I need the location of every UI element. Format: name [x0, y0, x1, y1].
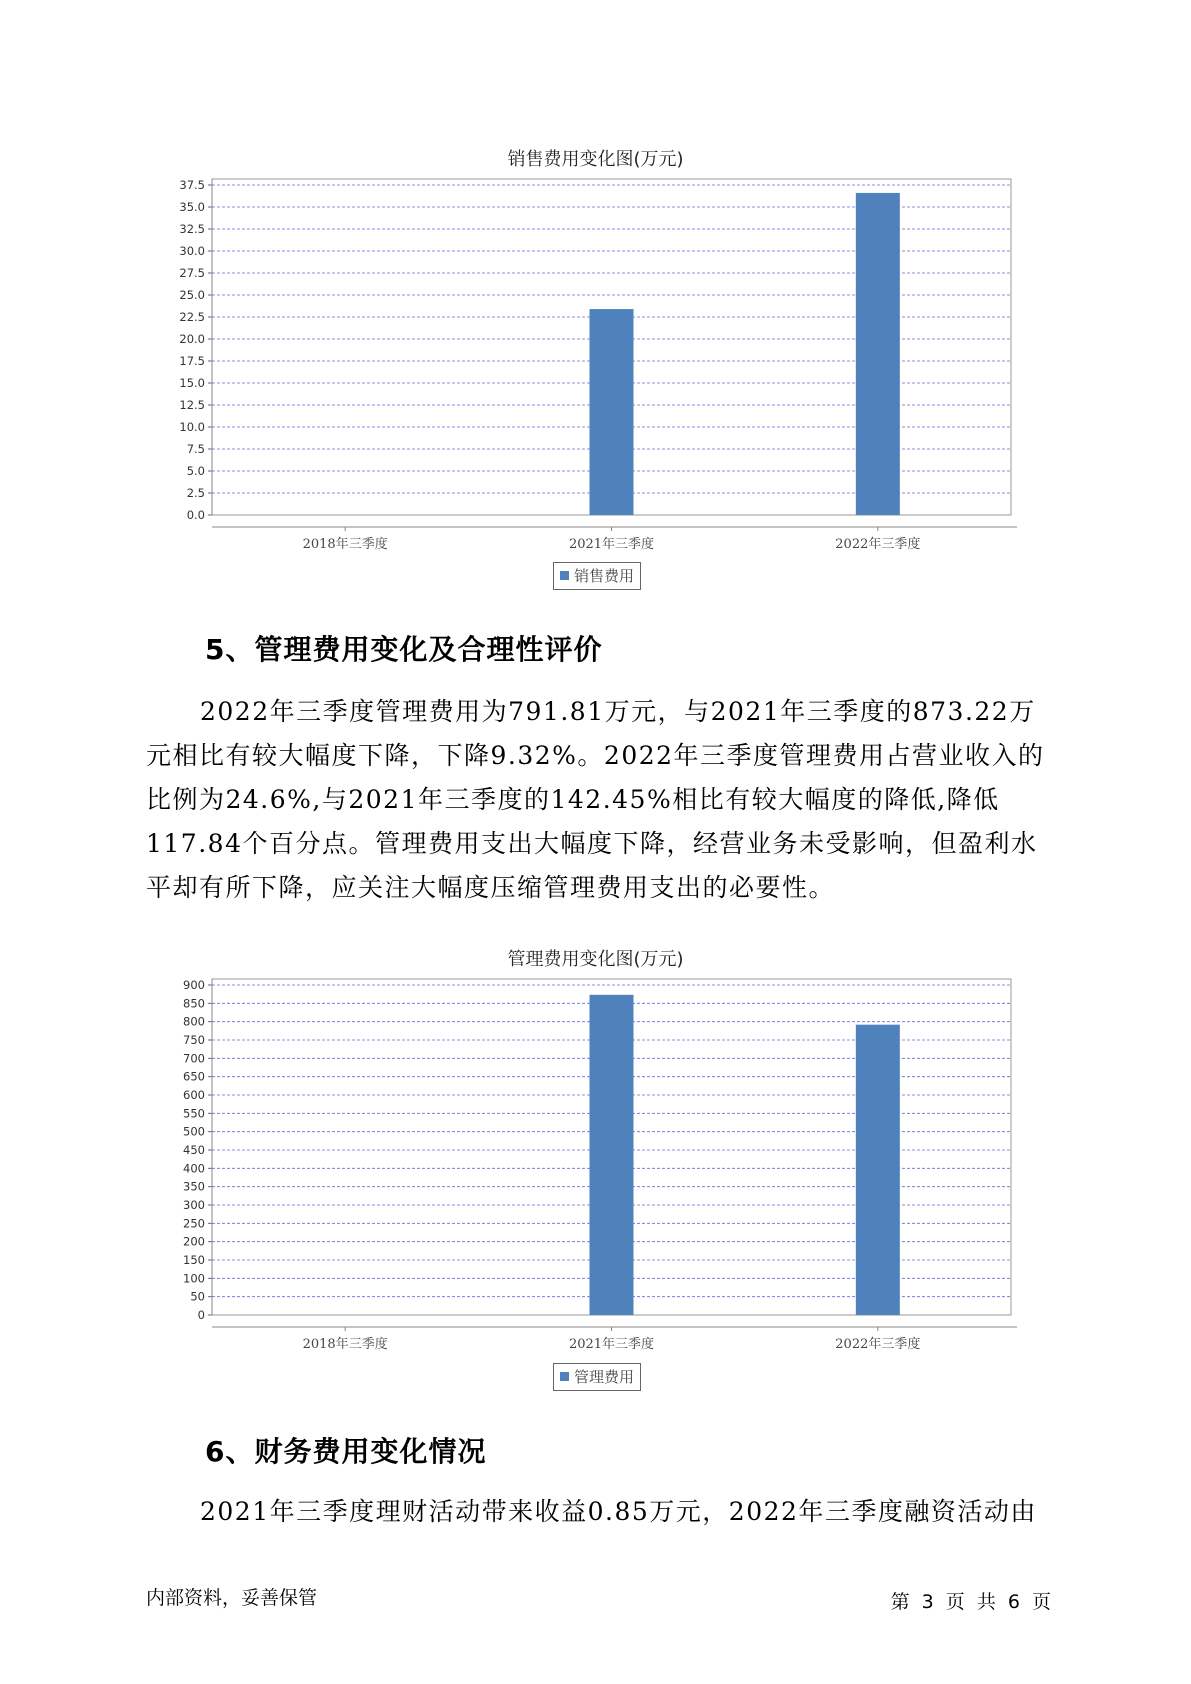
- y-tick-label: 0.0: [186, 508, 205, 522]
- bar-2021年三季度: [590, 995, 634, 1315]
- bar-2022年三季度: [856, 193, 900, 515]
- y-tick-label: 0: [197, 1308, 205, 1322]
- section-6-heading: 6、财务费用变化情况: [205, 1435, 487, 1468]
- y-tick-label: 22.5: [179, 310, 205, 324]
- legend-swatch: [560, 1372, 569, 1381]
- x-tick-label: 2022年三季度: [835, 537, 921, 552]
- x-tick-label: 2018年三季度: [302, 537, 388, 552]
- chart1-legend: [553, 562, 641, 590]
- y-tick-label: 50: [190, 1289, 205, 1304]
- admin-expense-chart: [0, 960, 1191, 1360]
- x-tick-label: 2021年三季度: [568, 1337, 655, 1352]
- y-tick-label: 2.5: [186, 486, 205, 500]
- y-tick-label: 200: [183, 1234, 205, 1249]
- footer-page-number: 第 3 页 共 6 页: [890, 1591, 1051, 1613]
- section-5-heading: 5、管理费用变化及合理性评价: [205, 633, 603, 666]
- y-tick-label: 27.5: [179, 266, 205, 280]
- y-tick-label: 300: [183, 1198, 205, 1212]
- sales-expense-chart: [0, 160, 1191, 560]
- y-tick-label: 550: [183, 1106, 205, 1121]
- x-tick-label: 2022年三季度: [835, 1337, 921, 1352]
- bar-2021年三季度: [590, 309, 634, 515]
- y-tick-label: 5.0: [186, 464, 205, 478]
- y-tick-label: 37.5: [179, 178, 205, 192]
- y-tick-label: 100: [183, 1271, 205, 1286]
- y-tick-label: 150: [183, 1253, 205, 1267]
- y-tick-label: 10.0: [179, 420, 205, 434]
- y-tick-label: 12.5: [179, 398, 205, 412]
- y-tick-label: 20.0: [179, 332, 205, 346]
- bar-2022年三季度: [856, 1025, 900, 1315]
- y-tick-label: 250: [183, 1216, 205, 1231]
- chart1-title: 销售费用变化图(万元): [507, 149, 684, 170]
- y-tick-label: 450: [183, 1143, 205, 1157]
- y-tick-label: 400: [183, 1161, 205, 1176]
- y-tick-label: 500: [183, 1124, 205, 1139]
- y-tick-label: 32.5: [179, 222, 205, 236]
- y-tick-label: 25.0: [179, 288, 205, 302]
- y-tick-label: 700: [183, 1051, 205, 1066]
- x-tick-label: 2018年三季度: [302, 1337, 388, 1352]
- y-tick-label: 900: [183, 978, 205, 992]
- y-tick-label: 15.0: [179, 376, 205, 390]
- chart2-title: 管理费用变化图(万元): [507, 949, 684, 970]
- y-tick-label: 17.5: [179, 354, 205, 368]
- y-tick-label: 800: [183, 1014, 205, 1029]
- section-5-paragraph: 2022年三季度管理费用为791.81万元，与2021年三季度的873.22万元相比有较大幅度下降，下降9.32%。2022年三季度管理费用占营业收入的比例为24.6%,与2021年三季度的142.45%相比有较大幅度的降低,降低117.84个百分点。管理费用支出大幅度下降，经营业务未受影响，但盈利水平却有所下降，应关注大幅度压缩管理费用支出的必要性。: [146, 697, 1045, 902]
- footer-confidential: 内部资料，妥善保管: [146, 1587, 318, 1609]
- y-tick-label: 30.0: [179, 244, 205, 258]
- y-tick-label: 7.5: [186, 442, 205, 456]
- legend-label: 管理费用: [574, 1368, 635, 1386]
- y-tick-label: 650: [183, 1069, 205, 1084]
- x-tick-label: 2021年三季度: [568, 537, 655, 552]
- y-tick-label: 750: [183, 1033, 205, 1047]
- y-tick-label: 350: [183, 1179, 205, 1194]
- legend-swatch: [560, 571, 569, 580]
- y-tick-label: 35.0: [179, 200, 205, 214]
- y-tick-label: 600: [183, 1088, 205, 1102]
- y-tick-label: 850: [183, 996, 205, 1011]
- legend-label: 销售费用: [574, 567, 635, 585]
- chart2-legend: [553, 1363, 641, 1391]
- section-6-paragraph: 2021年三季度理财活动带来收益0.85万元，2022年三季度融资活动由: [200, 1497, 1037, 1526]
